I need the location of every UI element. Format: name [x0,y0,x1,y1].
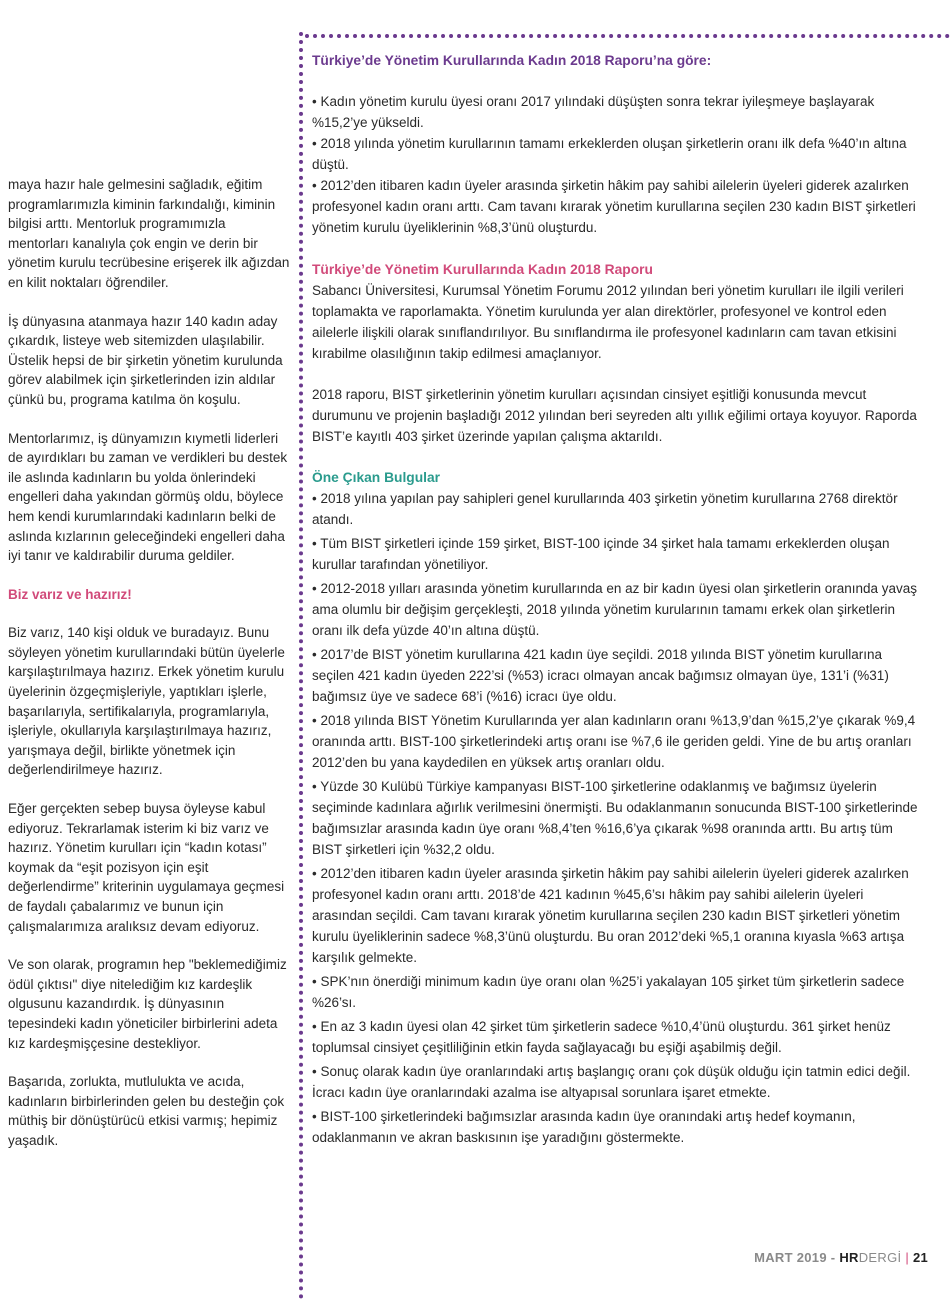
report-box [312,50,924,1151]
left-paragraph-2: İş dünyasına atanmaya hazır 140 kadın aday çıkardık, listeye web sitemizden ulaşılabilir. Üstelik hepsi de bir şirketin yönetim kurulunda görev alabilmek için şirketlerinden izin aldılar çünkü bu, programa katılma ön koşulu. [8,313,283,407]
finding-item: • 2012’den itibaren kadın üyeler arasında şirketin hâkim pay sahibi ailelerin üyeleri giderek azalırken profesyonel kadın oranı arttı. 2018’de 421 kadının %45,6’sı hâkim pay sahibi ailelerin üyeleri arasından seçildi. Cam tavanı kırarak yönetim kurullarına seçilen 230 kadın BIST şirketleri yönetim kurulu üyeliklerinin sadece %8,3’ünü oluşturdu. Bu oran 2012’deki %5,1 oranına kıyasla %63 artışa karşılık gelmekte. [312,866,909,965]
left-column [8,175,290,1170]
box-bullet: • 2012’den itibaren kadın üyeler arasında şirketin hâkim pay sahibi ailelerin üyeleri giderek azalırken profesyonel kadın oranı arttı. Cam tavanı kırarak yönetim kurullarına seçilen 230 kadın BIST şirketleri yönetim kurulu üyeliklerinin %8,3’ünü oluşturdu. [312,178,916,235]
finding-item: • Yüzde 30 Kulübü Türkiye kampanyası BIST-100 şirketlerine odaklanmış ve bağımsız üyelerin seçiminde kadınlara ağırlık verilmesini önermişti. Bu odaklanmanın sonucunda BIST-100 şirketlerinde bağımsızlar arasında kadın üye oranı %8,4’ten %16,6’ya çıkarak %98 oranında arttı. Bu artış tüm BIST şirketleri için %32,2 oldu. [312,779,918,857]
footer-brand-hr: HR [839,1250,859,1265]
box-dotted-left-border [299,32,303,1300]
left-paragraph-7: Başarıda, zorlukta, mutlulukta ve acıda, kadınların birbirlerinden gelen bu desteğin çok müthiş bir dönüştürücü etkisi varmış; hepimiz yaşadık. [8,1074,285,1148]
report-heading: Türkiye’de Yönetim Kurullarında Kadın 2018 Raporu [312,262,653,277]
report-paragraph: 2018 raporu, BIST şirketlerinin yönetim kurulları açısından cinsiyet eşitliği konusunda mevcut durumunu ve projenin başladığı 2012 yılından beri seyreden altı yıllık eğilimi ortaya koyuyor. Raporda BIST’e kayıtlı 403 şirket üzerinde yapılan çalışma aktarıldı. [312,387,917,444]
finding-item: • En az 3 kadın üyesi olan 42 şirket tüm şirketlerin sadece %10,4’ünü oluşturdu. 361 şirket henüz toplumsal cinsiyet çeşitliliğinin etkin fayda sağlayacağı bu eşiği aşabilmiş değil. [312,1019,891,1055]
left-paragraph-1: maya hazır hale gelmesini sağladık, eğitim programlarımızla kiminin farkındalığı, kiminin bilgisi arttı. Mentorluk programımızla mentorları kanalıyla çok engin ve derin bir yönetim kurulu tecrübesine erişerek ilk ağızdan en kilit noktaları öğrendiler. [8,177,290,290]
finding-item: • 2012-2018 yılları arasında yönetim kurullarında en az bir kadın üyesi olan şirketlerin oranında yavaş ama olumlu bir değişim gerçekleşti, 2018 yılında yönetim kurularının tamamı erkek olan şirketlerin oranı ilk defa yüzde 40’ın altına düştü. [312,581,918,638]
page-footer [754,1250,928,1265]
left-paragraph-5: Eğer gerçekten sebep buysa öyleyse kabul ediyoruz. Tekrarlamak isterim ki biz varız ve hazırız. Yönetim kurulları için “kadın kotası” koymak da “eşit pozisyon için eşit değerlendirme” kriterinin uygulamaya geçmesi de faydalı çabalarımız ve bunun için çalışmalarımıza aralıksız devam ediyoruz. [8,801,285,934]
finding-item: • 2017’de BIST yönetim kurullarına 421 kadın üye seçildi. 2018 yılında BIST yönetim kurullarına seçilen 421 kadın üyeden 222’si (%53) icracı olmayan ancak bağımsız olmayan üye, 131’i (%31) bağımsız üye ve sadece 68’i (%16) icracı üye oldu. [312,647,889,704]
footer-brand-dergi: DERGİ [858,1250,902,1265]
finding-item: • 2018 yılına yapılan pay sahipleri genel kurullarında 403 şirketin yönetim kurullarına 2768 direktör atandı. [312,491,898,527]
finding-item: • Sonuç olarak kadın üye oranlarındaki artış başlangıç oranı çok düşük olduğu için tatmin edici değil. İcracı kadın üye oranlarındaki azalma ise altyapısal sorunlara işaret etmekte. [312,1064,911,1100]
finding-item: • BIST-100 şirketlerindeki bağımsızlar arasında kadın üye oranındaki artış hedef koymanın, odaklanmanın ve akran baskısının işe yaradığını göstermekte. [312,1109,856,1145]
box-bullet: • Kadın yönetim kurulu üyesi oranı 2017 yılındaki düşüşten sonra tekrar iyileşmeye başlayarak %15,2’ye yükseldi. [312,94,875,130]
left-paragraph-4: Biz varız, 140 kişi olduk ve buradayız. Bunu söyleyen yönetim kurullarındaki bütün üyelerle karşılaştırılmaya hazırız. Erkek yönetim kurulu üyelerinin özgeçmişleriyle, yaptıkları işlerle, başarılarıyla, sertifikalarıyla, programlarıyla, işleriyle, okullarıyla karşılaştırılmaya hazırız, yarışmaya değil, birlikte yönetmek için değerlendirilmeye hazırız. [8,625,285,778]
left-paragraph-3: Mentorlarımız, iş dünyamızın kıymetli liderleri de ayırdıkları bu zaman ve verdikleri bu destek ile aslında kadınların bu yolda önlerindeki engelleri daha yakından görmüş oldu, böylece hem kendi kurumlarındaki kadınların belki de aslında kızlarının geleceğindeki engelleri daha iyi tanır ve kaldırabilir duruma geldiler. [8,430,288,564]
report-paragraph: Sabancı Üniversitesi, Kurumsal Yönetim Forumu 2012 yılından beri yönetim kurulları ile ilgili verileri toplamakta ve raporlamakta. Yönetim kurulunda yer alan direktörler, profesyonel ve kontrol eden ailelerle ilişkili olarak sınıflandırılıyor. Bu sınıflandırma ile profesyonel kadınların cam tavan etkisini kırabilme olasılığının takip edilmesi amaçlanıyor. [312,283,904,361]
findings-heading: Öne Çıkan Bulgular [312,470,441,485]
finding-item: • SPK’nın önerdiği minimum kadın üye oranı olan %25’i yakalayan 105 şirket tüm şirketlerin sadece %26’sı. [312,974,905,1010]
finding-item: • Tüm BIST şirketleri içinde 159 şirket, BIST-100 içinde 34 şirket hala tamamı erkeklerden oluşan kurullar tarafından yönetiliyor. [312,536,890,572]
left-paragraph-6: Ve son olarak, programın hep "beklemediğimiz ödül çıktısı" diye nitelediğim kız kardeşlik olgusunu kazandırdık. İş dünyasının tepesindeki kadın yöneticiler birbirlerini adeta kız kardeşmişçesine destekliyor. [8,957,287,1051]
footer-separator: | [905,1250,910,1265]
box-bullet-list [312,91,924,238]
finding-item: • 2018 yılında BIST Yönetim Kurullarında yer alan kadınların oranı %13,9’dan %15,2’ye çıkarak %9,4 oranında arttı. BIST-100 şirketlerindeki artış oranı ise %7,6 ile geriden geldi. Yine de bu artış oranları 2012’den bu yana kaydedilen en yüksek artış oranları oldu. [312,713,916,770]
findings-list [312,488,924,1148]
box-bullet: • 2018 yılında yönetim kurullarının tamamı erkeklerden oluşan şirketlerin oranı ilk defa %40’ın altına düştü. [312,136,907,172]
box-title: Türkiye’de Yönetim Kurullarında Kadın 2018 Raporu’na göre: [312,53,712,68]
section-heading-biz-variz: Biz varız ve hazırız! [8,586,132,602]
footer-date: MART 2019 - [754,1250,836,1265]
box-dotted-top-border [305,34,950,38]
page-number: 21 [912,1250,928,1265]
